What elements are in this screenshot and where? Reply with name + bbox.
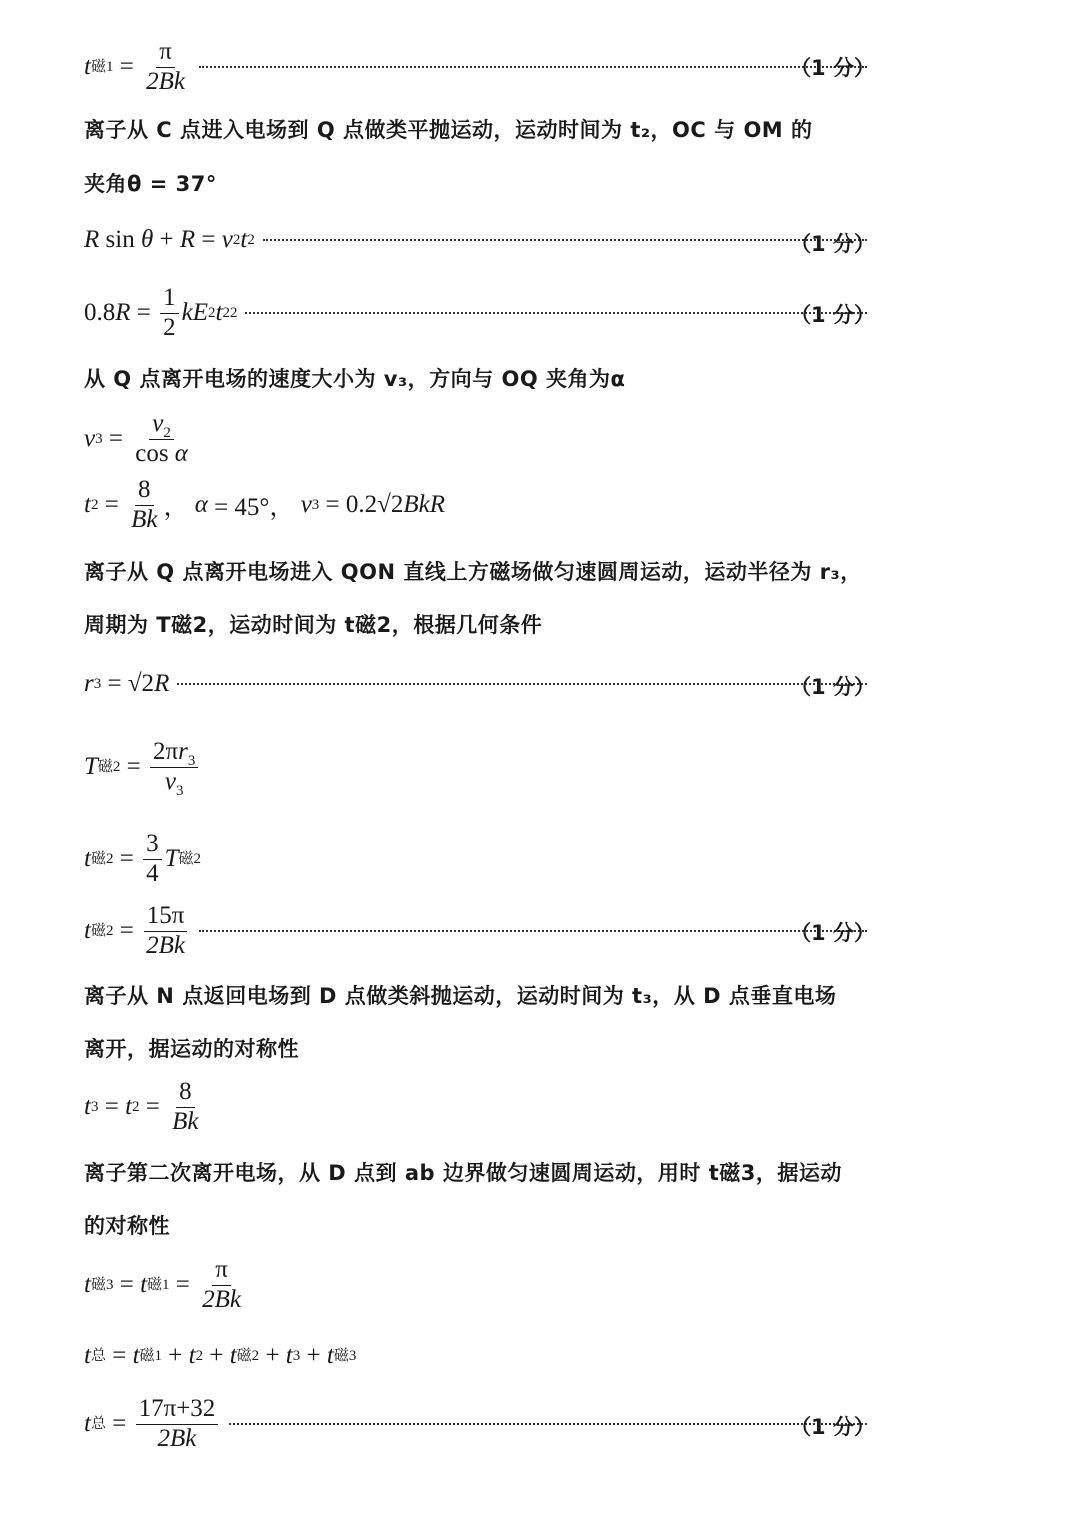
formula: r 3 = √2 R (84, 670, 170, 697)
score-label: （1 分） (790, 303, 875, 327)
formula: t 3 = t 2 = $\frac{8}{Bk}$ (84, 1078, 199, 1135)
equation-t-mag2 (84, 902, 875, 961)
equation-t-mag3 (84, 1256, 910, 1315)
equation-displacement-x (84, 226, 875, 254)
equation-t3 (84, 1078, 910, 1137)
leader-dots (263, 239, 867, 241)
equation-v3 (84, 410, 910, 469)
leader-dots (199, 930, 867, 932)
leader-dots (245, 312, 867, 314)
formula: t 磁2 = $\frac{15\pi}{2Bk}$ (84, 902, 191, 961)
formula: v 3 = $\frac{v_2}{\text{cos α}}$ (84, 410, 188, 467)
score-label: （1 分） (790, 1415, 875, 1439)
equation-t-mag2-fraction (84, 830, 910, 889)
text-paragraph: 离子从 Q 点离开电场进入 QON 直线上方磁场做匀速圆周运动，运动半径为 r₃， (84, 560, 862, 584)
formula: t 2 = $\frac{8}{Bk}$ ， α = 45°， v 3 = 0.2√2 BkR (84, 476, 446, 533)
equation-r3 (84, 670, 875, 698)
formula: 0.8 R = $\frac{1}{2}$ kE 2 t 2 2 (84, 284, 238, 341)
equation-results (84, 476, 910, 535)
formula: T 磁2 = $\frac{2\pi r_3}{v_3}$ (84, 738, 201, 797)
score-label: （1 分） (790, 56, 875, 80)
equation-displacement-y (84, 284, 875, 343)
equation-t-total (84, 1395, 875, 1454)
formula: t 总 = t 磁1 + t 2 + t 磁2 + t 3 + t 磁3 (84, 1342, 357, 1369)
text-paragraph: 离子从 C 点进入电场到 Q 点做类平抛运动，运动时间为 t₂，OC 与 OM 的 (84, 118, 813, 142)
formula: t 磁2 = $\frac{3}{4}$ T 磁2 (84, 830, 201, 887)
leader-dots (229, 1423, 867, 1425)
formula: t 磁1 = $\frac{\pi}{2Bk}$ (84, 38, 185, 95)
equation-t-total-sum (84, 1342, 910, 1370)
leader-dots (177, 683, 867, 685)
score-label: （1 分） (790, 675, 875, 699)
text-paragraph: 的对称性 (84, 1214, 170, 1238)
equation-period (84, 738, 910, 797)
formula: R sin θ + R = v 2 t 2 (84, 226, 255, 253)
equation-t-mag1 (84, 38, 875, 97)
text-paragraph: 周期为 T磁2，运动时间为 t磁2，根据几何条件 (84, 613, 543, 637)
score-label: （1 分） (790, 921, 875, 945)
text-paragraph: 离开，据运动的对称性 (84, 1037, 299, 1061)
text-paragraph: 夹角θ = 37° (84, 172, 217, 196)
formula: t 总 = $\frac{17\pi+32}{2Bk}$ (84, 1395, 221, 1454)
score-label: （1 分） (790, 232, 875, 256)
formula: t 磁3 = t 磁1 = $\frac{\pi}{2Bk}$ (84, 1256, 242, 1313)
text-paragraph: 离子第二次离开电场，从 D 点到 ab 边界做匀速圆周运动，用时 t磁3，据运动 (84, 1161, 842, 1185)
text-paragraph: 离子从 N 点返回电场到 D 点做类斜抛运动，运动时间为 t₃，从 D 点垂直电场 (84, 984, 837, 1008)
leader-dots (199, 66, 867, 68)
text-paragraph: 从 Q 点离开电场的速度大小为 v₃，方向与 OQ 夹角为α (84, 367, 626, 391)
